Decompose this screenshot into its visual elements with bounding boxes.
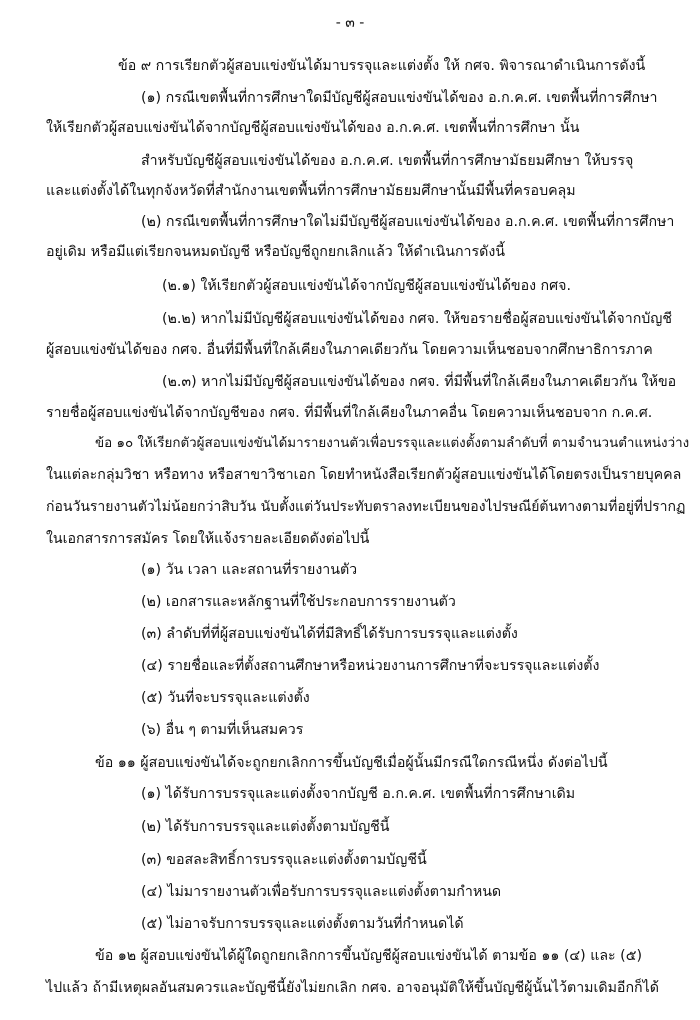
clause-12-cont: ไปแล้ว ถ้ามีเหตุผลอันสมควรและบัญชีนี้ยังไม่ยกเลิก กศจ. อาจอนุมัติให้ขึ้นบัญชีผู้นั้นไว้ตามเดิมอีกก็ได้ <box>46 980 659 996</box>
clause-11-item-3: (๓) ขอสละสิทธิ์การบรรจุและแต่งตั้งตามบัญชีนี้ <box>141 852 427 868</box>
clause-9-heading: ข้อ ๙ การเรียกตัวผู้สอบแข่งขันได้มาบรรจุและแต่งตั้ง ให้ กศจ. พิจารณาดำเนินการดังนี้ <box>118 58 646 74</box>
clause-10-cont-1: ในแต่ละกลุ่มวิชา หรือทาง หรือสาขาวิชาเอก โดยทำหนังสือเรียกตัวผู้สอบแข่งขันได้โดยตรงเป็นรายบุคคล <box>46 467 682 483</box>
clause-10-item-1: (๑) วัน เวลา และสถานที่รายงานตัว <box>141 562 358 578</box>
clause-9-item-2-3: (๒.๓) หากไม่มีบัญชีผู้สอบแข่งขันได้ของ กศจ. ที่มีพื้นที่ใกล้เคียงในภาคเดียวกัน ให้ขอ <box>162 374 677 390</box>
clause-9-item-2-2: (๒.๒) หากไม่มีบัญชีผู้สอบแข่งขันได้ของ กศจ. ให้ขอรายชื่อผู้สอบแข่งขันได้จากบัญชี <box>162 311 673 327</box>
clause-10-cont-2: ก่อนวันรายงานตัวไม่น้อยกว่าสิบวัน นับตั้งแต่วันประทับตราลงทะเบียนของไปรษณีย์ต้นทางตามที่อยู่ที่ปรากฏ <box>46 499 686 515</box>
clause-9-item-2-3-cont: รายชื่อผู้สอบแข่งขันได้จากบัญชีของ กศจ. ที่มีพื้นที่ใกล้เคียงในภาคอื่น โดยความเห็นชอบจาก ก.ค.ศ. <box>46 405 653 421</box>
clause-9-item-2-1: (๒.๑) ให้เรียกตัวผู้สอบแข่งขันได้จากบัญชีผู้สอบแข่งขันได้ของ กศจ. <box>162 278 571 294</box>
clause-9-item-1-para2: สำหรับบัญชีผู้สอบแข่งขันได้ของ อ.ก.ค.ศ. เขตพื้นที่การศึกษามัธยมศึกษา ให้บรรจุ <box>141 153 634 169</box>
clause-9-item-2: (๒) กรณีเขตพื้นที่การศึกษาใดไม่มีบัญชีผู้สอบแข่งขันได้ของ อ.ก.ค.ศ. เขตพื้นที่การศึกษา <box>141 214 675 230</box>
clause-10-cont-3: ในเอกสารการสมัคร โดยให้แจ้งรายละเอียดดังต่อไปนี้ <box>46 531 370 547</box>
clause-10-item-6: (๖) อื่น ๆ ตามที่เห็นสมควร <box>141 722 304 738</box>
clause-9-item-2-2-cont: ผู้สอบแข่งขันได้ของ กศจ. อื่นที่มีพื้นที่ใกล้เคียงในภาคเดียวกัน โดยความเห็นชอบจากศึกษาธิการภาค <box>46 342 653 358</box>
clause-11-heading: ข้อ ๑๑ ผู้สอบแข่งขันได้จะถูกยกเลิกการขึ้นบัญชีเมื่อผู้นั้นมีกรณีใดกรณีหนึ่ง ดังต่อไปนี้ <box>95 755 608 771</box>
clause-10-item-4: (๔) รายชื่อและที่ตั้งสถานศึกษาหรือหน่วยงานการศึกษาที่จะบรรจุและแต่งตั้ง <box>141 658 600 674</box>
clause-9-item-1: (๑) กรณีเขตพื้นที่การศึกษาใดมีบัญชีผู้สอบแข่งขันได้ของ อ.ก.ค.ศ. เขตพื้นที่การศึกษา <box>141 90 658 106</box>
clause-11-item-4: (๔) ไม่มารายงานตัวเพื่อรับการบรรจุและแต่งตั้งตามกำหนด <box>141 884 502 900</box>
clause-9-item-1-para2-cont: และแต่งตั้งได้ในทุกจังหวัดที่สำนักงานเขตพื้นที่การศึกษามัธยมศึกษานั้นมีพื้นที่ครอบคลุม <box>46 183 576 199</box>
clause-10-heading: ข้อ ๑๐ ให้เรียกตัวผู้สอบแข่งขันได้มารายงานตัวเพื่อบรรจุและแต่งตั้งตามลำดับที่ ตามจำนวนตำแหน่งว่าง <box>95 436 690 451</box>
clause-10-item-2: (๒) เอกสารและหลักฐานที่ใช้ประกอบการรายงานตัว <box>141 594 456 610</box>
clause-10-item-5: (๕) วันที่จะบรรจุและแต่งตั้ง <box>141 690 310 706</box>
clause-11-item-2: (๒) ได้รับการบรรจุและแต่งตั้งตามบัญชีนี้ <box>141 819 390 835</box>
clause-9-item-1-cont: ให้เรียกตัวผู้สอบแข่งขันได้จากบัญชีผู้สอบแข่งขันได้ของ อ.ก.ค.ศ. เขตพื้นที่การศึกษา นั้น <box>46 120 580 136</box>
clause-10-item-3: (๓) ลำดับที่ที่ผู้สอบแข่งขันได้ที่มีสิทธิ์ได้รับการบรรจุและแต่งตั้ง <box>141 626 518 642</box>
clause-11-item-1: (๑) ได้รับการบรรจุและแต่งตั้งจากบัญชี อ.ก.ค.ศ. เขตพื้นที่การศึกษาเดิม <box>141 786 576 802</box>
page-number: - ๓ - <box>335 15 365 31</box>
clause-9-item-2-cont: อยู่เดิม หรือมีแต่เรียกจนหมดบัญชี หรือบัญชีถูกยกเลิกแล้ว ให้ดำเนินการดังนี้ <box>46 244 505 260</box>
clause-12-heading: ข้อ ๑๒ ผู้สอบแข่งขันได้ผู้ใดถูกยกเลิกการขึ้นบัญชีผู้สอบแข่งขันได้ ตามข้อ ๑๑ (๔) และ (๕) <box>95 948 642 964</box>
clause-11-item-5: (๕) ไม่อาจรับการบรรจุและแต่งตั้งตามวันที่กำหนดได้ <box>141 916 464 932</box>
